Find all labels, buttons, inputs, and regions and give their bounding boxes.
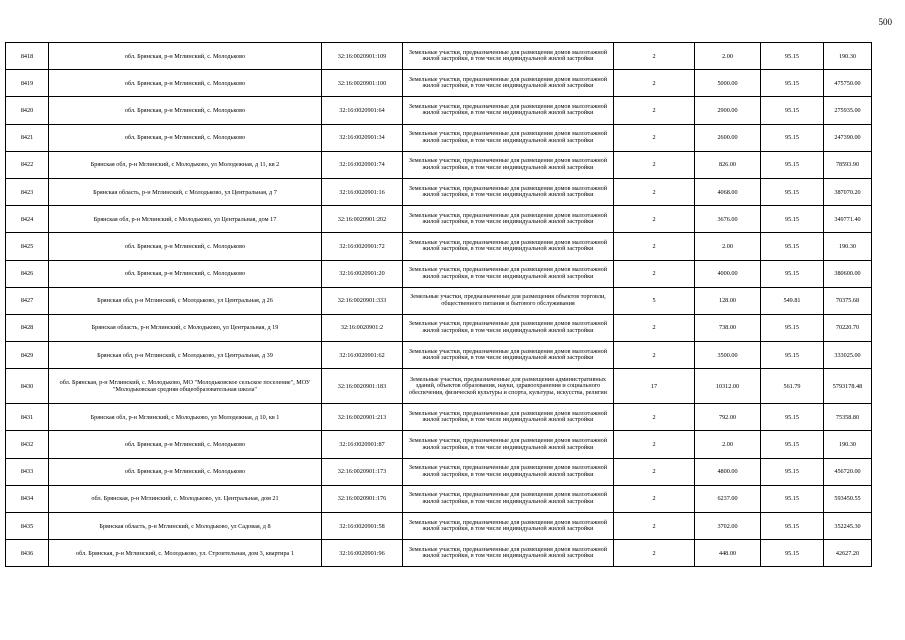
group-cell: 2 xyxy=(614,233,695,260)
table-row xyxy=(6,485,872,512)
group-cell: 2 xyxy=(614,342,695,369)
cadastral-value-cell: 75358.80 xyxy=(824,404,872,431)
area-cell: 4000.00 xyxy=(695,260,761,287)
area-cell: 2.00 xyxy=(695,43,761,70)
land-use-cell: Земельные участки, предназначенные для размещения домов малоэтажной жилой застройки, в том числе индивидуальной жилой застройки xyxy=(403,97,614,124)
group-cell: 2 xyxy=(614,124,695,151)
land-use-cell: Земельные участки, предназначенные для размещения домов малоэтажной жилой застройки, в том числе индивидуальной жилой застройки xyxy=(403,151,614,178)
row-number-cell: 8421 xyxy=(6,124,49,151)
table-row xyxy=(6,431,872,458)
cadastral-value-cell: 190.30 xyxy=(824,43,872,70)
page-number: 500 xyxy=(878,17,892,27)
specific-value-cell: 95.15 xyxy=(761,342,824,369)
specific-value-cell: 95.15 xyxy=(761,97,824,124)
address-cell: обл. Брянская, р-н Мглинский, с. Молодьково xyxy=(49,43,322,70)
row-number-cell: 8418 xyxy=(6,43,49,70)
address-cell: Брянская обл, р-н Мглинский, с Молодьково, ул Центральная, дом 17 xyxy=(49,206,322,233)
cadastral-number-cell: 32:16:0020901:34 xyxy=(322,124,403,151)
group-cell: 2 xyxy=(614,97,695,124)
table-row xyxy=(6,314,872,341)
address-cell: обл. Брянская, р-н Мглинский, с. Молодьково, ул. Центральная, дом 21 xyxy=(49,485,322,512)
group-cell: 2 xyxy=(614,151,695,178)
cadastral-number-cell: 32:16:0020901:173 xyxy=(322,458,403,485)
row-number-cell: 8422 xyxy=(6,151,49,178)
address-cell: обл. Брянская, р-н Мглинский, с. Молодьково xyxy=(49,124,322,151)
address-cell: Брянская обл, р-н Мглинский, с Молодьково, ул Молодежная, д 11, кв 2 xyxy=(49,151,322,178)
land-use-cell: Земельные участки, предназначенные для размещения домов малоэтажной жилой застройки, в том числе индивидуальной жилой застройки xyxy=(403,431,614,458)
table-row xyxy=(6,97,872,124)
cadastral-number-cell: 32:16:0020901:2 xyxy=(322,314,403,341)
table-row xyxy=(6,151,872,178)
specific-value-cell: 95.15 xyxy=(761,151,824,178)
group-cell: 2 xyxy=(614,513,695,540)
cadastral-value-cell: 352245.30 xyxy=(824,513,872,540)
row-number-cell: 8436 xyxy=(6,540,49,567)
specific-value-cell: 95.15 xyxy=(761,540,824,567)
area-cell: 6237.00 xyxy=(695,485,761,512)
address-cell: Брянская область, р-н Мглинский, с Молодьково, ул Центральная, д 19 xyxy=(49,314,322,341)
row-number-cell: 8433 xyxy=(6,458,49,485)
land-use-cell: Земельные участки, предназначенные для размещения домов малоэтажной жилой застройки, в том числе индивидуальной жилой застройки xyxy=(403,260,614,287)
table-row xyxy=(6,124,872,151)
land-use-cell: Земельные участки, предназначенные для размещения административных зданий, объектов образования, науки, здравоохранения и социального обеспечения, физической культуры и спорта, культуры, искусства, религии xyxy=(403,369,614,404)
land-use-cell: Земельные участки, предназначенные для размещения домов малоэтажной жилой застройки, в том числе индивидуальной жилой застройки xyxy=(403,178,614,205)
area-cell: 4800.00 xyxy=(695,458,761,485)
cadastral-value-cell: 190.30 xyxy=(824,233,872,260)
cadastral-number-cell: 32:16:0020901:183 xyxy=(322,369,403,404)
cadastral-number-cell: 32:16:0020901:176 xyxy=(322,485,403,512)
cadastral-number-cell: 32:16:0020901:62 xyxy=(322,342,403,369)
land-use-cell: Земельные участки, предназначенные для размещения домов малоэтажной жилой застройки, в том числе индивидуальной жилой застройки xyxy=(403,233,614,260)
address-cell: обл. Брянская, р-н Мглинский, с. Молодьково xyxy=(49,97,322,124)
group-cell: 2 xyxy=(614,540,695,567)
area-cell: 792.00 xyxy=(695,404,761,431)
specific-value-cell: 95.15 xyxy=(761,513,824,540)
table-row xyxy=(6,458,872,485)
area-cell: 2.00 xyxy=(695,431,761,458)
table-row xyxy=(6,513,872,540)
row-number-cell: 8428 xyxy=(6,314,49,341)
cadastral-number-cell: 32:16:0020901:100 xyxy=(322,70,403,97)
cadastral-value-cell: 275935.00 xyxy=(824,97,872,124)
group-cell: 2 xyxy=(614,178,695,205)
address-cell: Брянская обл, р-н Мглинский, с Молодьково, ул Молодежная, д 10, кв 1 xyxy=(49,404,322,431)
specific-value-cell: 549.81 xyxy=(761,287,824,314)
specific-value-cell: 95.15 xyxy=(761,404,824,431)
cadastral-value-cell: 475750.00 xyxy=(824,70,872,97)
cadastral-value-cell: 380600.00 xyxy=(824,260,872,287)
area-cell: 10312.00 xyxy=(695,369,761,404)
cadastral-number-cell: 32:16:0020901:96 xyxy=(322,540,403,567)
address-cell: обл. Брянская, р-н Мглинский, с. Молодьково xyxy=(49,458,322,485)
table-row xyxy=(6,342,872,369)
land-use-cell: Земельные участки, предназначенные для размещения объектов торговли, общественного питания и бытового обслуживания xyxy=(403,287,614,314)
area-cell: 5000.00 xyxy=(695,70,761,97)
cadastral-number-cell: 32:16:0020901:16 xyxy=(322,178,403,205)
specific-value-cell: 561.79 xyxy=(761,369,824,404)
group-cell: 2 xyxy=(614,485,695,512)
land-use-cell: Земельные участки, предназначенные для размещения домов малоэтажной жилой застройки, в том числе индивидуальной жилой застройки xyxy=(403,206,614,233)
land-use-cell: Земельные участки, предназначенные для размещения домов малоэтажной жилой застройки, в том числе индивидуальной жилой застройки xyxy=(403,342,614,369)
address-cell: Брянская область, р-н Мглинский, с Молодьково, ул Центральная, д 7 xyxy=(49,178,322,205)
specific-value-cell: 95.15 xyxy=(761,70,824,97)
group-cell: 2 xyxy=(614,404,695,431)
cadastral-number-cell: 32:16:0020901:109 xyxy=(322,43,403,70)
area-cell: 3676.00 xyxy=(695,206,761,233)
area-cell: 4068.00 xyxy=(695,178,761,205)
table-row xyxy=(6,540,872,567)
cadastral-value-cell: 456720.00 xyxy=(824,458,872,485)
land-use-cell: Земельные участки, предназначенные для размещения домов малоэтажной жилой застройки, в том числе индивидуальной жилой застройки xyxy=(403,540,614,567)
cadastral-value-cell: 70375.68 xyxy=(824,287,872,314)
table-row xyxy=(6,260,872,287)
row-number-cell: 8434 xyxy=(6,485,49,512)
table-row xyxy=(6,206,872,233)
table-row xyxy=(6,369,872,404)
row-number-cell: 8419 xyxy=(6,70,49,97)
table-row xyxy=(6,233,872,260)
address-cell: обл. Брянская, р-н Мглинский, с. Молодьково xyxy=(49,431,322,458)
cadastral-number-cell: 32:16:0020901:58 xyxy=(322,513,403,540)
row-number-cell: 8425 xyxy=(6,233,49,260)
specific-value-cell: 95.15 xyxy=(761,43,824,70)
cadastral-number-cell: 32:16:0020901:64 xyxy=(322,97,403,124)
table-row xyxy=(6,287,872,314)
specific-value-cell: 95.15 xyxy=(761,206,824,233)
row-number-cell: 8432 xyxy=(6,431,49,458)
address-cell: обл. Брянская, р-н Мглинский, с. Молодьково xyxy=(49,260,322,287)
land-use-cell: Земельные участки, предназначенные для размещения домов малоэтажной жилой застройки, в том числе индивидуальной жилой застройки xyxy=(403,314,614,341)
cadastral-number-cell: 32:16:0020901:87 xyxy=(322,431,403,458)
table-row xyxy=(6,404,872,431)
cadastral-value-cell: 349771.40 xyxy=(824,206,872,233)
cadastral-value-cell: 190.30 xyxy=(824,431,872,458)
cadastral-value-cell: 247390.00 xyxy=(824,124,872,151)
area-cell: 2600.00 xyxy=(695,124,761,151)
cadastral-value-cell: 70220.70 xyxy=(824,314,872,341)
area-cell: 826.00 xyxy=(695,151,761,178)
row-number-cell: 8430 xyxy=(6,369,49,404)
land-use-cell: Земельные участки, предназначенные для размещения домов малоэтажной жилой застройки, в том числе индивидуальной жилой застройки xyxy=(403,124,614,151)
cadastral-number-cell: 32:16:0020901:333 xyxy=(322,287,403,314)
land-use-cell: Земельные участки, предназначенные для размещения домов малоэтажной жилой застройки, в том числе индивидуальной жилой застройки xyxy=(403,485,614,512)
cadastral-value-cell: 593450.55 xyxy=(824,485,872,512)
area-cell: 128.00 xyxy=(695,287,761,314)
address-cell: обл. Брянская, р-н Мглинский, с. Молодьково xyxy=(49,233,322,260)
row-number-cell: 8424 xyxy=(6,206,49,233)
area-cell: 3702.00 xyxy=(695,513,761,540)
land-use-cell: Земельные участки, предназначенные для размещения домов малоэтажной жилой застройки, в том числе индивидуальной жилой застройки xyxy=(403,70,614,97)
specific-value-cell: 95.15 xyxy=(761,314,824,341)
cadastral-number-cell: 32:16:0020901:72 xyxy=(322,233,403,260)
area-cell: 2900.00 xyxy=(695,97,761,124)
group-cell: 2 xyxy=(614,70,695,97)
area-cell: 2.00 xyxy=(695,233,761,260)
address-cell: Брянская обл, р-н Мглинский, с Молодьково, ул Центральная, д 39 xyxy=(49,342,322,369)
address-cell: Брянская обл, р-н Мглинский, с Молодьково, ул Центральная, д 26 xyxy=(49,287,322,314)
specific-value-cell: 95.15 xyxy=(761,431,824,458)
address-cell: обл. Брянская, р-н Мглинский, с. Молодьково, ул. Строительная, дом 3, квартира 1 xyxy=(49,540,322,567)
cadastral-value-table xyxy=(5,42,872,567)
address-cell: обл. Брянская, р-н Мглинский, с. Молодьково xyxy=(49,70,322,97)
specific-value-cell: 95.15 xyxy=(761,178,824,205)
cadastral-value-cell: 78593.90 xyxy=(824,151,872,178)
cadastral-value-cell: 5793178.48 xyxy=(824,369,872,404)
area-cell: 3500.00 xyxy=(695,342,761,369)
area-cell: 738.00 xyxy=(695,314,761,341)
group-cell: 2 xyxy=(614,260,695,287)
land-use-cell: Земельные участки, предназначенные для размещения домов малоэтажной жилой застройки, в том числе индивидуальной жилой застройки xyxy=(403,404,614,431)
cadastral-value-cell: 42627.20 xyxy=(824,540,872,567)
group-cell: 17 xyxy=(614,369,695,404)
cadastral-value-cell: 333025.00 xyxy=(824,342,872,369)
table-row xyxy=(6,43,872,70)
table-row xyxy=(6,70,872,97)
group-cell: 2 xyxy=(614,314,695,341)
group-cell: 2 xyxy=(614,43,695,70)
row-number-cell: 8420 xyxy=(6,97,49,124)
specific-value-cell: 95.15 xyxy=(761,260,824,287)
cadastral-number-cell: 32:16:0020901:213 xyxy=(322,404,403,431)
land-use-cell: Земельные участки, предназначенные для размещения домов малоэтажной жилой застройки, в том числе индивидуальной жилой застройки xyxy=(403,458,614,485)
specific-value-cell: 95.15 xyxy=(761,233,824,260)
cadastral-value-cell: 387070.20 xyxy=(824,178,872,205)
row-number-cell: 8426 xyxy=(6,260,49,287)
row-number-cell: 8431 xyxy=(6,404,49,431)
group-cell: 2 xyxy=(614,431,695,458)
specific-value-cell: 95.15 xyxy=(761,458,824,485)
table-row xyxy=(6,178,872,205)
cadastral-number-cell: 32:16:0020901:20 xyxy=(322,260,403,287)
group-cell: 2 xyxy=(614,458,695,485)
row-number-cell: 8435 xyxy=(6,513,49,540)
address-cell: обл. Брянская, р-н Мглинский, с. Молодьково, МО "Молодьковское сельское поселение", МОУ "Молодьковская средняя общеобразовательная школа" xyxy=(49,369,322,404)
row-number-cell: 8423 xyxy=(6,178,49,205)
land-use-cell: Земельные участки, предназначенные для размещения домов малоэтажной жилой застройки, в том числе индивидуальной жилой застройки xyxy=(403,43,614,70)
land-use-cell: Земельные участки, предназначенные для размещения домов малоэтажной жилой застройки, в том числе индивидуальной жилой застройки xyxy=(403,513,614,540)
specific-value-cell: 95.15 xyxy=(761,485,824,512)
specific-value-cell: 95.15 xyxy=(761,124,824,151)
cadastral-number-cell: 32:16:0020901:202 xyxy=(322,206,403,233)
row-number-cell: 8429 xyxy=(6,342,49,369)
group-cell: 5 xyxy=(614,287,695,314)
cadastral-number-cell: 32:16:0020901:74 xyxy=(322,151,403,178)
row-number-cell: 8427 xyxy=(6,287,49,314)
area-cell: 448.00 xyxy=(695,540,761,567)
group-cell: 2 xyxy=(614,206,695,233)
address-cell: Брянская область, р-н Мглинский, с Молодьково, ул Садовая, д 8 xyxy=(49,513,322,540)
